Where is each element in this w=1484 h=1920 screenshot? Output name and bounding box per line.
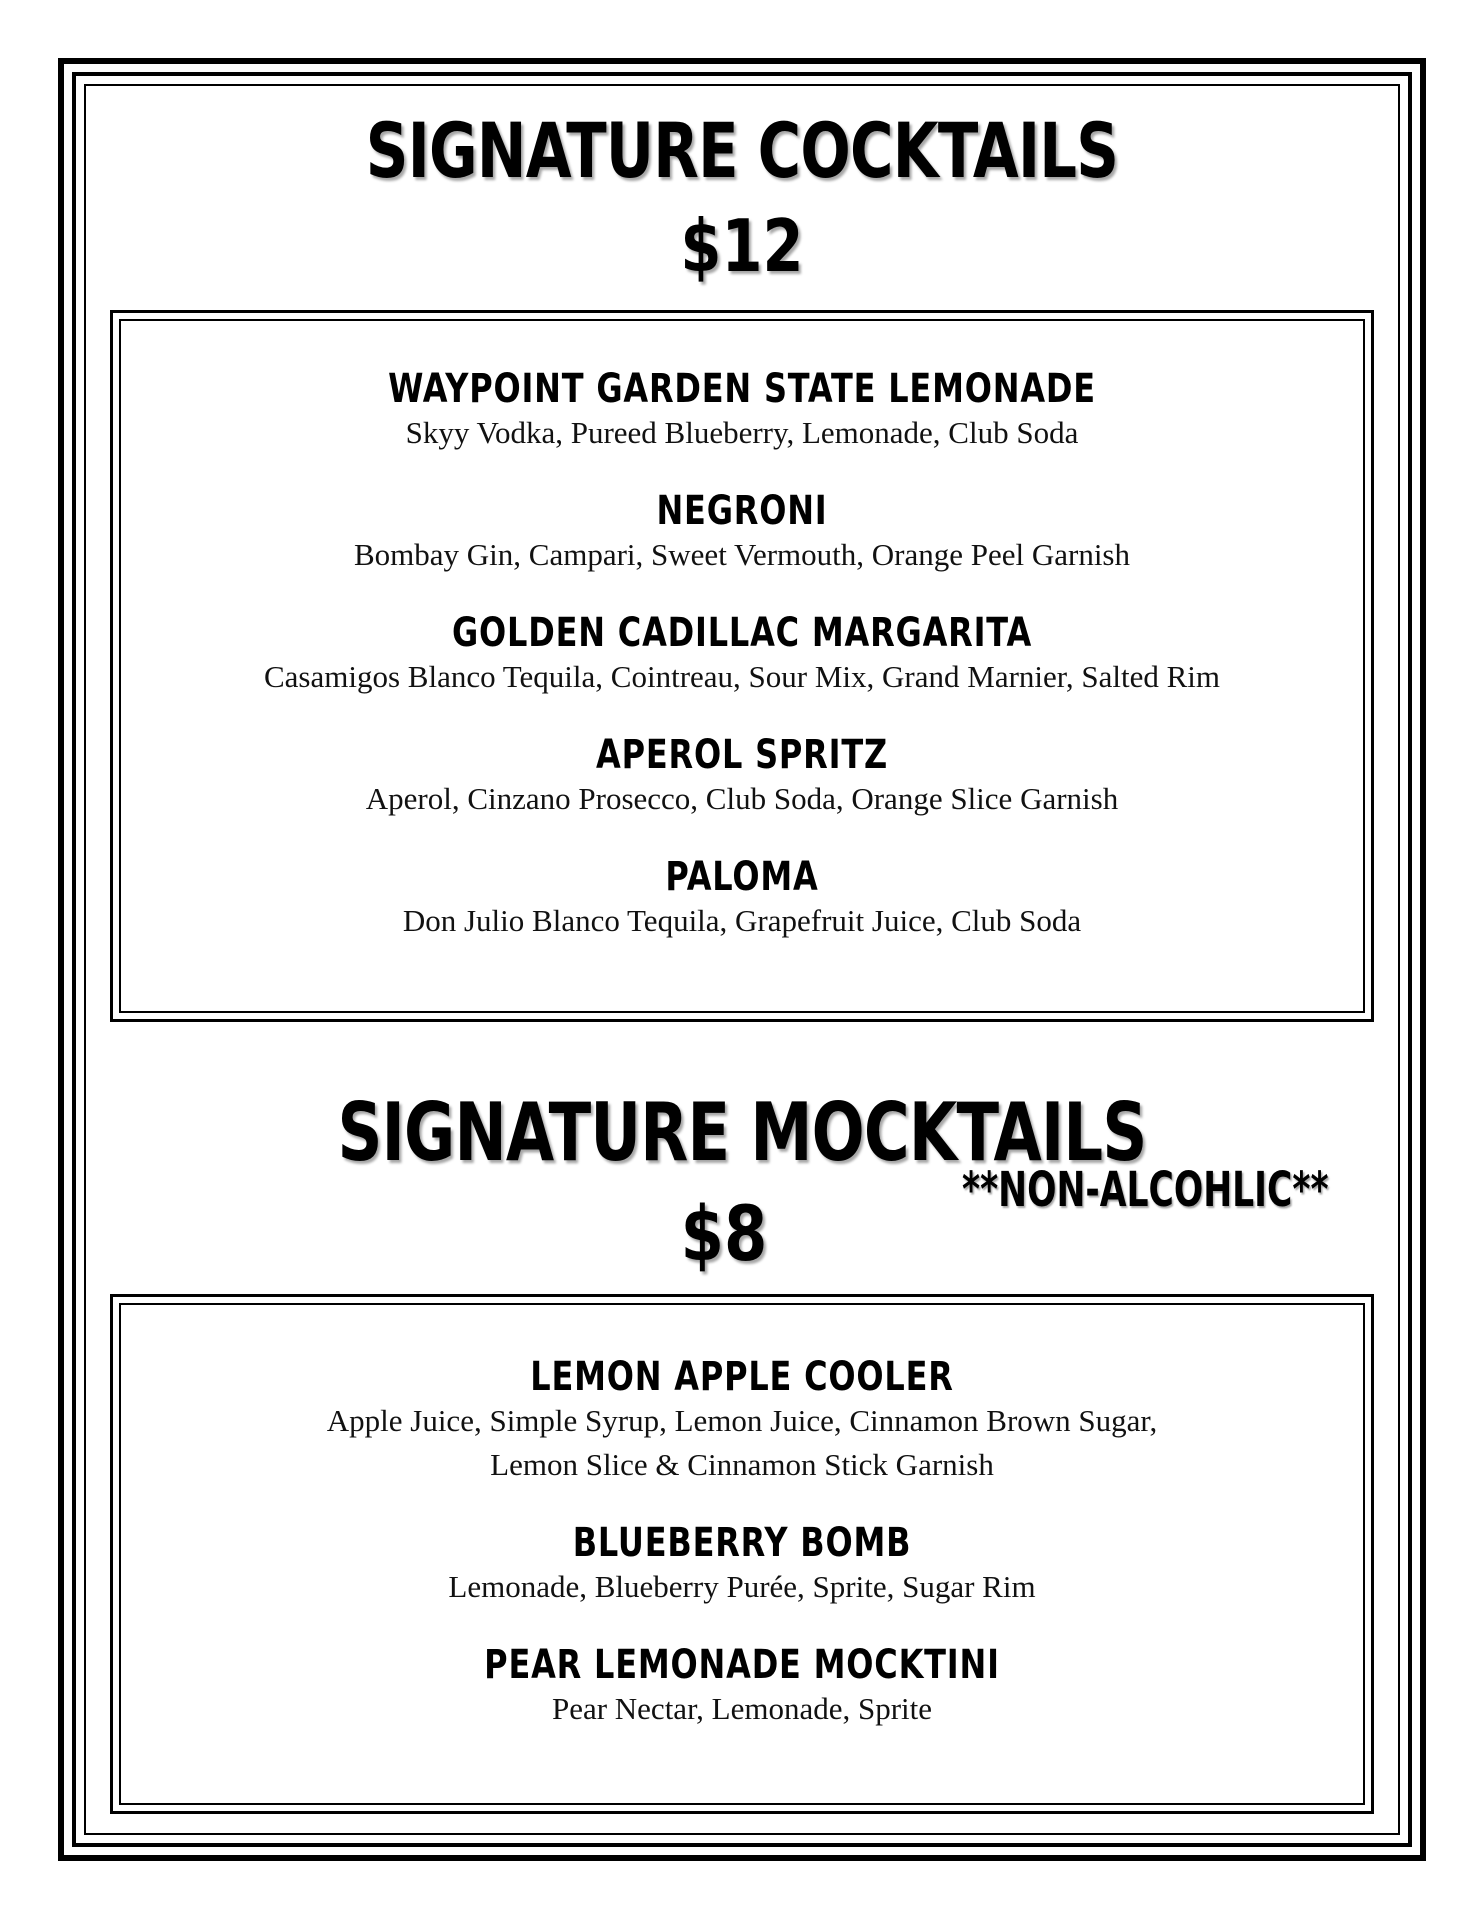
item-name: NEGRONI [656, 488, 828, 534]
item-name: LEMON APPLE COOLER [530, 1354, 954, 1400]
mocktails-price: $8 [680, 1189, 768, 1278]
cocktails-price: $12 [680, 204, 804, 288]
item-name: PEAR LEMONADE MOCKTINI [484, 1642, 1000, 1688]
list-item [113, 733, 1371, 821]
item-description: Lemonade, Blueberry Purée, Sprite, Sugar Rim [448, 1569, 1036, 1604]
item-description: Apple Juice, Simple Syrup, Lemon Juice, Cinnamon Brown Sugar, Lemon Slice & Cinnamon Stick Garnish [326, 1403, 1158, 1482]
item-description: Aperol, Cinzano Prosecco, Club Soda, Orange Slice Garnish [365, 781, 1119, 816]
list-item [113, 489, 1371, 577]
cocktails-title: SIGNATURE COCKTAILS [365, 106, 1119, 195]
list-item [113, 367, 1371, 455]
mocktails-box [110, 1294, 1374, 1814]
cocktails-box [110, 310, 1374, 1022]
item-description: Skyy Vodka, Pureed Blueberry, Lemonade, Club Soda [405, 415, 1079, 450]
cocktails-list [113, 367, 1371, 977]
item-description: Bombay Gin, Campari, Sweet Vermouth, Orange Peel Garnish [354, 537, 1130, 572]
item-description: Don Julio Blanco Tequila, Grapefruit Juice, Club Soda [402, 903, 1082, 938]
item-name: BLUEBERRY BOMB [572, 1520, 912, 1566]
item-name: WAYPOINT GARDEN STATE LEMONADE [388, 366, 1096, 412]
list-item [113, 1643, 1371, 1731]
mocktails-list [113, 1355, 1371, 1765]
item-description: Casamigos Blanco Tequila, Cointreau, Sour Mix, Grand Marnier, Salted Rim [263, 659, 1220, 694]
item-name: PALOMA [665, 854, 819, 900]
list-item [113, 1355, 1371, 1487]
mocktails-title: SIGNATURE MOCKTAILS [337, 1086, 1147, 1179]
non-alcoholic-note: **NON-ALCOHLIC** [962, 1162, 1329, 1218]
list-item [113, 855, 1371, 943]
item-name: GOLDEN CADILLAC MARGARITA [451, 610, 1033, 656]
list-item [113, 611, 1371, 699]
item-name: APEROL SPRITZ [596, 732, 888, 778]
item-description: Pear Nectar, Lemonade, Sprite [551, 1691, 933, 1726]
list-item [113, 1521, 1371, 1609]
